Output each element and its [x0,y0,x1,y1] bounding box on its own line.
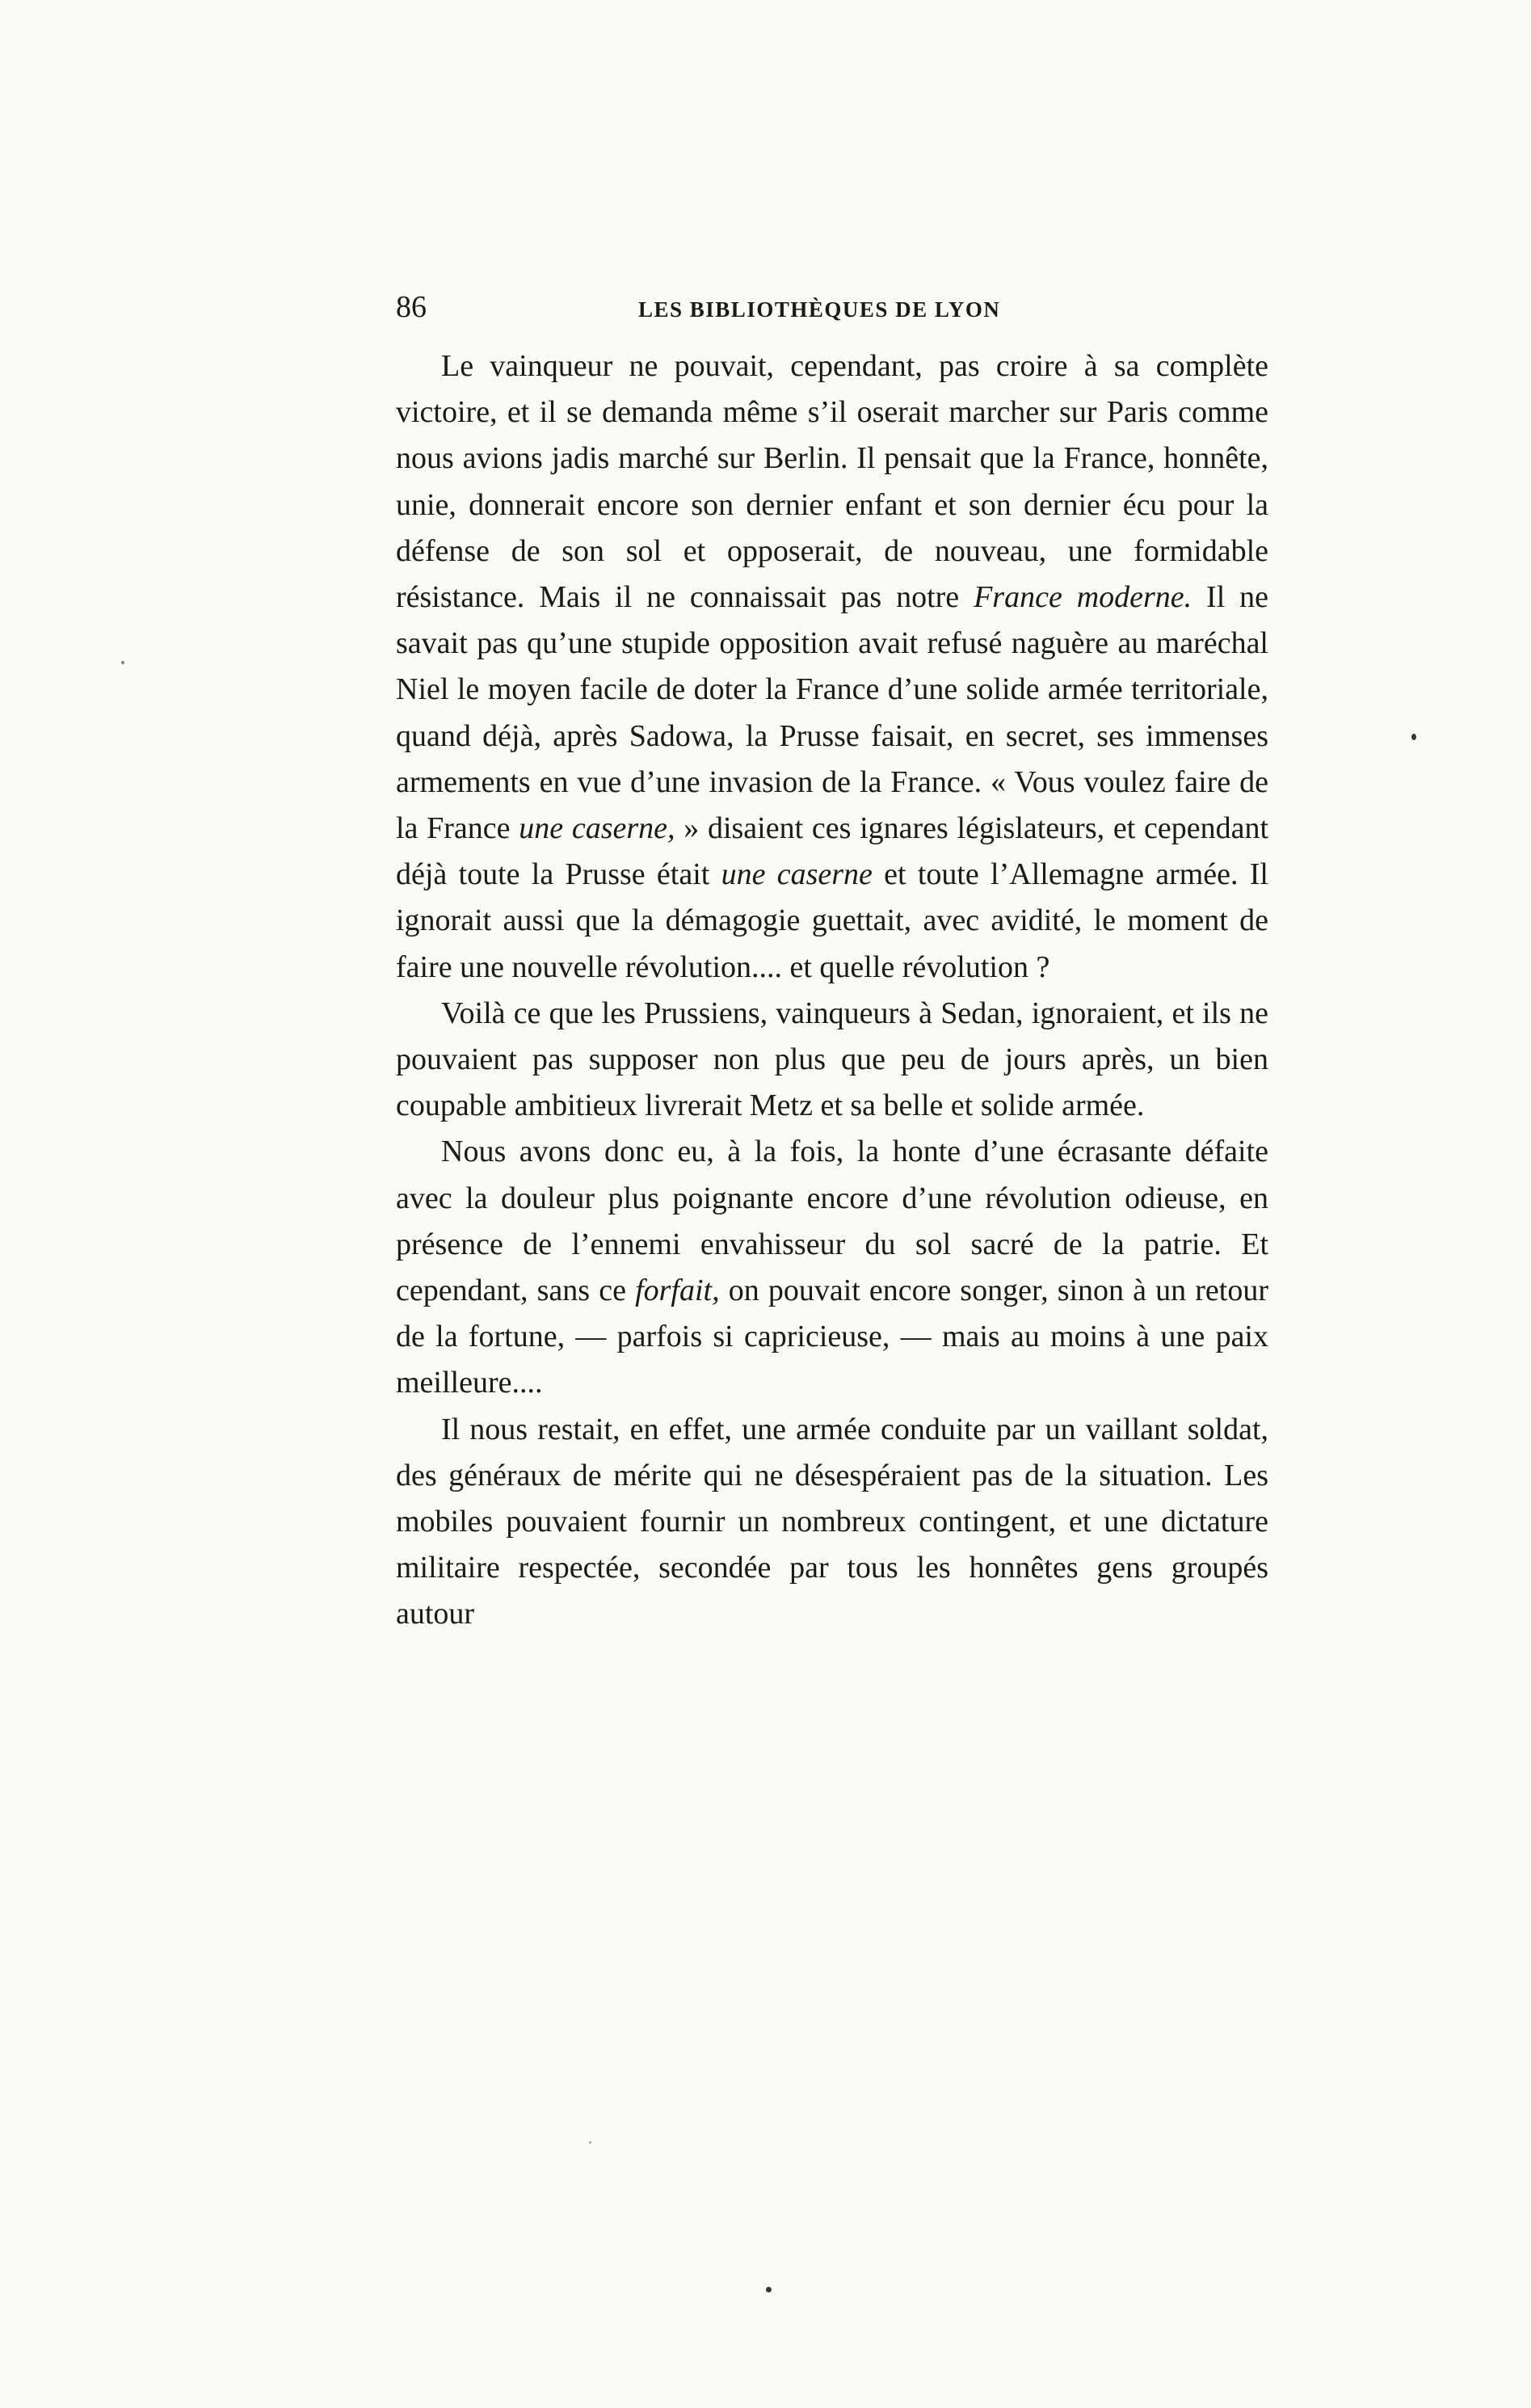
italic-run: France moderne. [974,580,1192,615]
text-run: » disaient ces ignares législateurs, et cependant déjà toute la Prusse était [396,811,1268,892]
paragraph [396,991,1268,1130]
italic-run: une caserne [721,857,873,892]
body-text [396,343,1268,1638]
paragraph [396,1129,1268,1406]
ink-speck [121,661,124,664]
paragraph [396,1407,1268,1638]
ink-speck [766,2287,772,2292]
text-run: Le vainqueur ne pouvait, cependant, pas croire à sa complète victoire, et il se demanda même s’il oserait marcher sur Paris comme nous avions jadis marché sur Berlin. Il pensait que la France, honnête, unie, donnerait encore son dernier enfant et son dernier écu pour la défense de son sol et opposerait, de nouveau, une formidable résistance. Mais il ne connaissait pas notre [396,349,1268,615]
running-title: LES BIBLIOTHÈQUES DE LYON [638,297,1001,322]
text-run: Il ne savait pas qu’une stupide opposition avait refusé naguère au maréchal Niel le moyen facile de doter la France d’une solide armée territoriale, quand déjà, après Sadowa, la Prusse faisait, en secret, ses immenses armements en vue d’une invasion de la France. « Vous voulez faire de la France [396,580,1269,846]
text-run: et toute l’Allemagne armée. Il ignorait aussi que la démagogie guettait, avec avidité, le moment de faire une nouvelle révolution.... et quelle révolution ? [396,857,1268,984]
page-header [396,287,1028,335]
page-number: 86 [396,290,427,324]
ink-speck [589,2141,591,2144]
italic-run: forfait, [635,1273,720,1308]
text-run: on pouvait encore songer, sinon à un retour de la fortune, — parfois si capricieuse, — mais au moins à une paix meilleure.... [396,1273,1269,1400]
text-run: Il nous restait, en effet, une armée conduite par un vaillant soldat, des généraux de mérite qui ne désespéraient pas de la situation. Les mobiles pouvaient fournir un nombreux contingent, et une dictature militaire respectée, secondée par tous les honnêtes gens groupés autour [396,1412,1268,1631]
text-run: Voilà ce que les Prussiens, vainqueurs à Sedan, ignoraient, et ils ne pouvaient pas supposer non plus que peu de jours après, un bien coupable ambitieux livrerait Metz et sa belle et solide armée. [396,996,1268,1123]
paragraph [396,343,1268,991]
ink-speck [1411,734,1416,740]
text-run: Nous avons donc eu, à la fois, la honte d’une écrasante défaite avec la douleur plus poignante encore d’une révolution odieuse, en présence de l’ennemi envahisseur du sol sacré de la patrie. Et cependant, sans ce [396,1135,1268,1308]
italic-run: une caserne, [519,811,675,846]
